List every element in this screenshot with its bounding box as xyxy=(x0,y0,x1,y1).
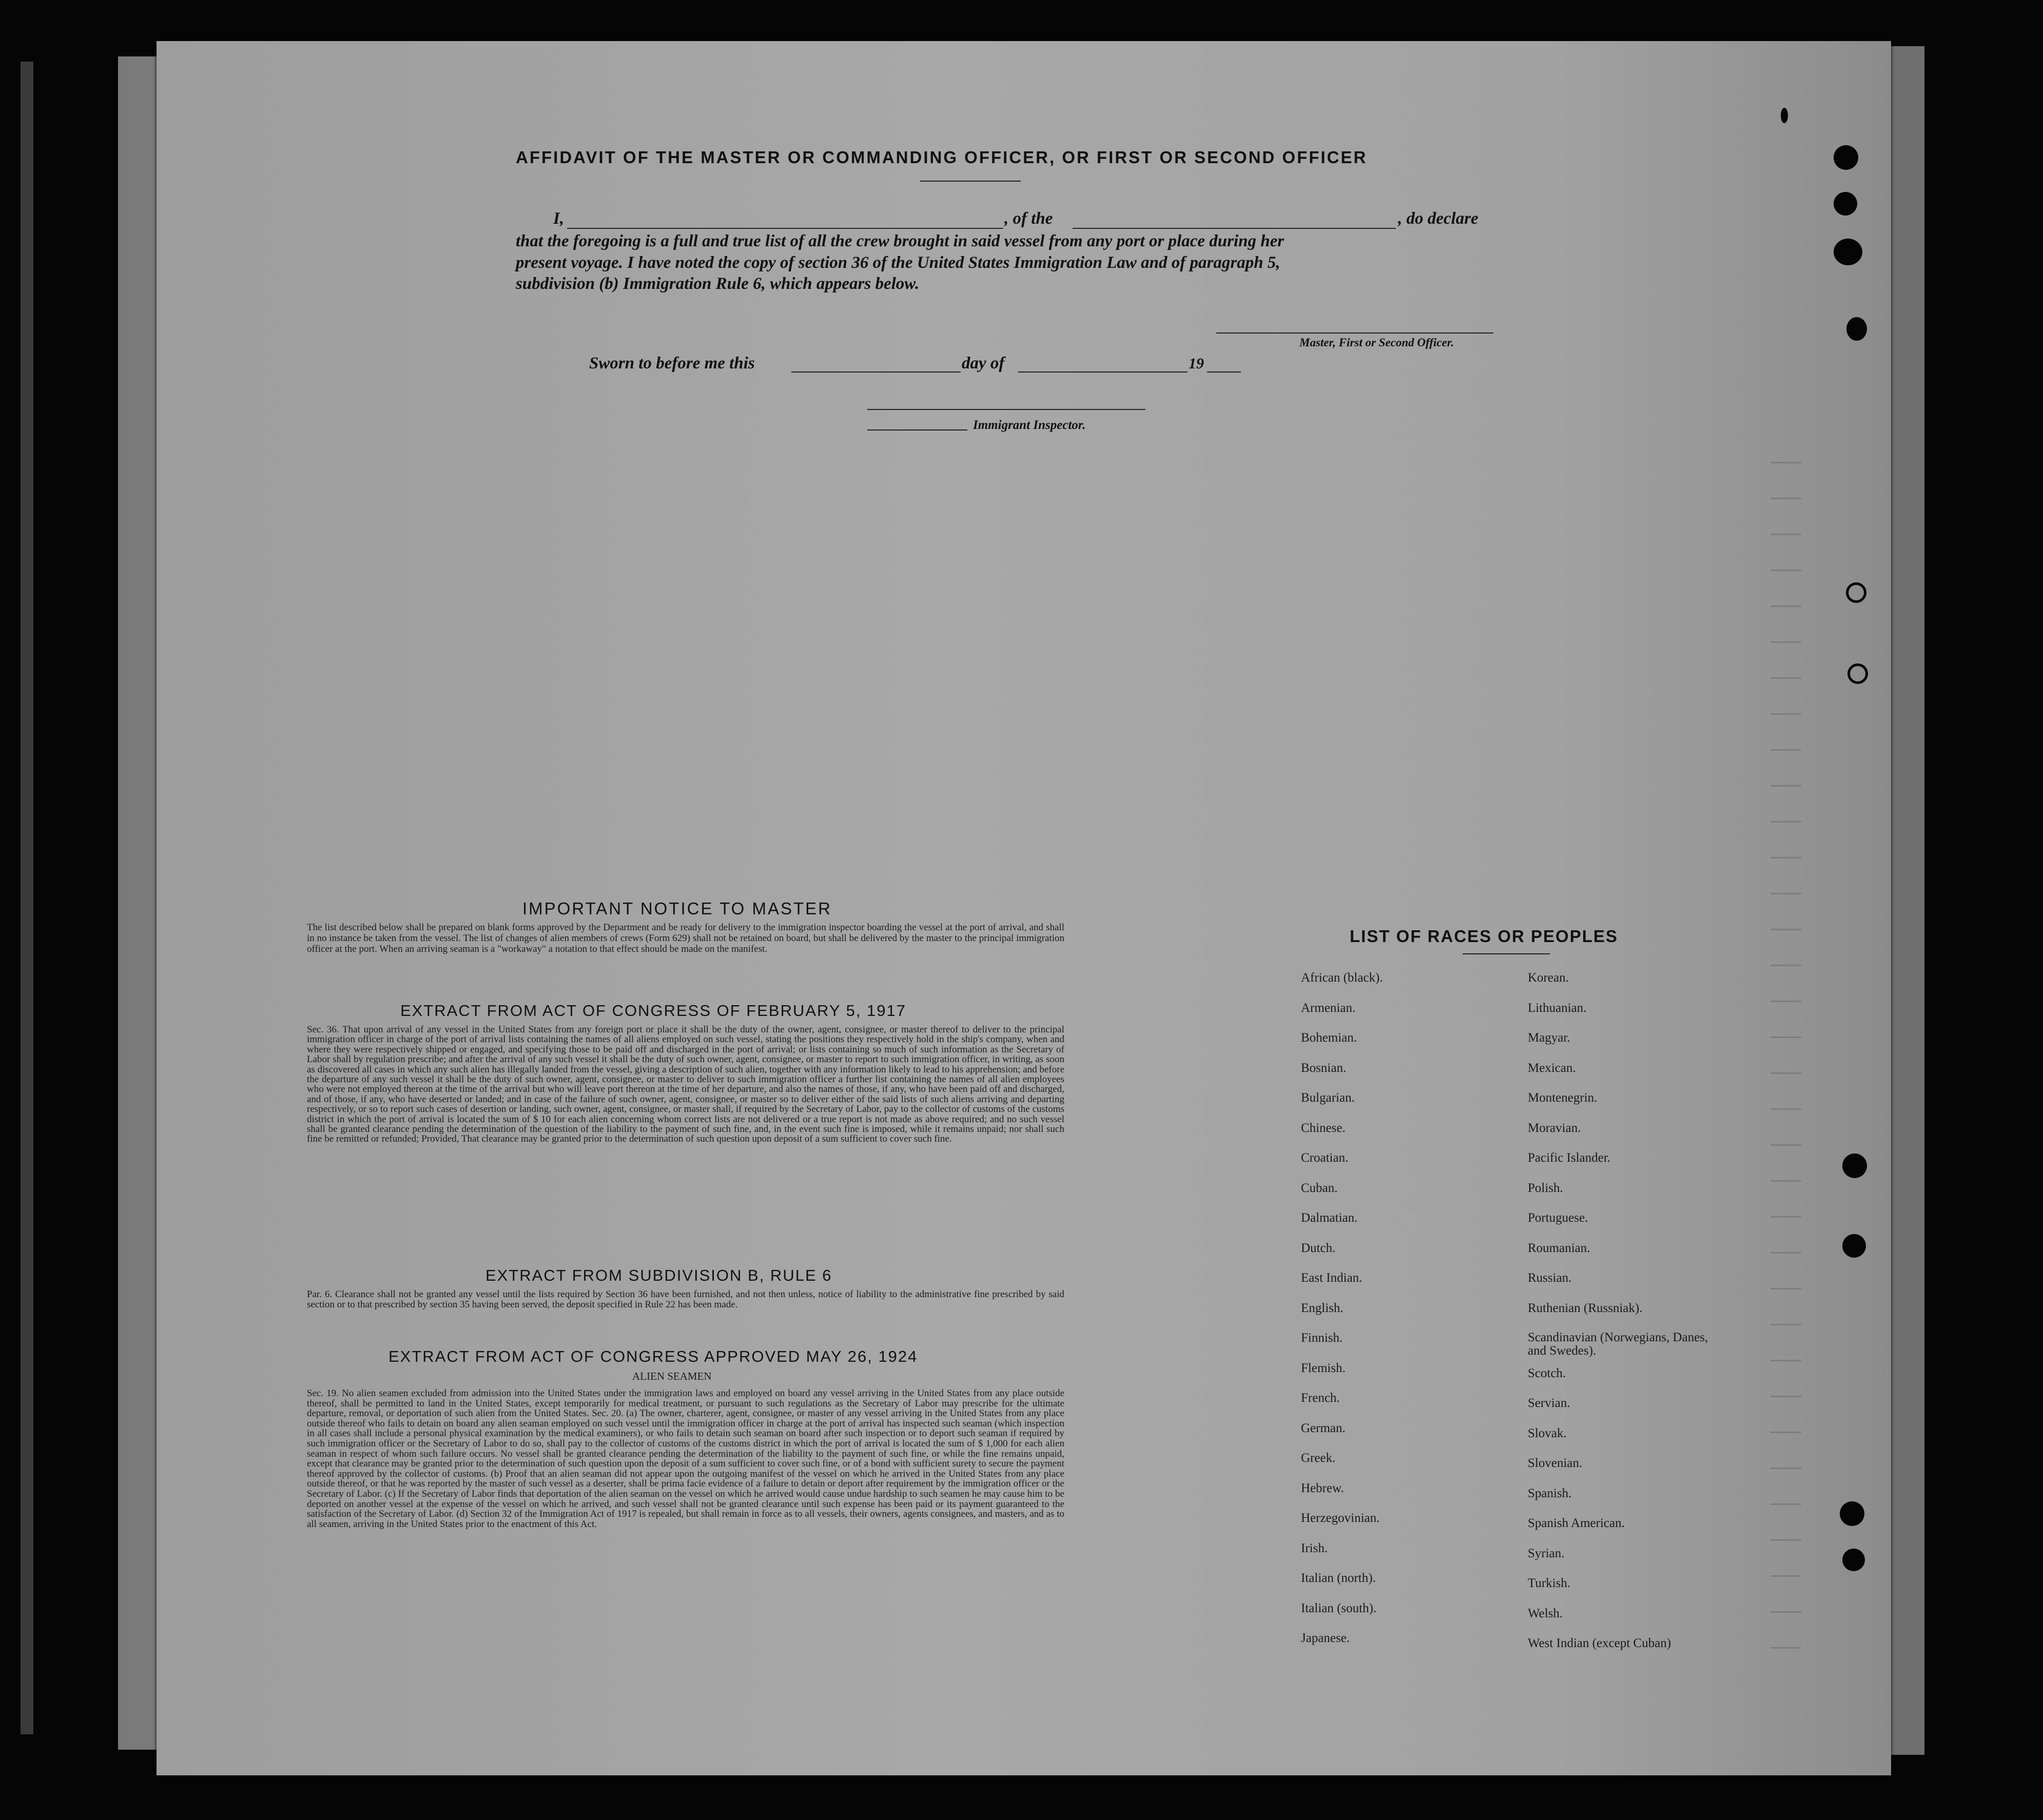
extract-1924-subheading: ALIEN SEAMEN xyxy=(632,1370,712,1382)
race-item: Bosnian. xyxy=(1301,1061,1347,1075)
race-item: Polish. xyxy=(1528,1181,1563,1195)
race-item: Scotch. xyxy=(1528,1366,1566,1380)
punch-hole xyxy=(1834,239,1862,265)
race-item: Flemish. xyxy=(1301,1361,1346,1375)
race-item: Japanese. xyxy=(1301,1631,1350,1645)
race-item: Spanish American. xyxy=(1528,1516,1625,1530)
day-of-label: day of xyxy=(962,354,1005,373)
race-item: Croatian. xyxy=(1301,1151,1349,1165)
race-item: Lithuanian. xyxy=(1528,1001,1587,1015)
affidavit-i: I, xyxy=(553,209,565,228)
extract-1924-body: Sec. 19. No alien seamen excluded from admission into the United States under the immigration laws and employed on board any vessel arriving in the United States from any place outside thereof, shall be permitted to land in the United States, except temporarily for medical treatment, or pursuant to such regulations as the Secretary of Labor may prescribe for the ultimate departure, removal, or deportation of such alien from the United States. Sec. 20. (a) The owner, charterer, agent, consignee, or master of any vessel arriving in the United States from any place outside thereof who fails to detain on board any alien seaman employed on such vessel until the immigration officer in charge at the port of arrival has inspected such seaman (which inspection in all cases shall include a personal physical examination by the medical examiners), or who fails to detain such seaman on board after such inspection or to deport such seaman if required by such immigration officer or the Secretary of Labor to do so, shall pay to the collector of customs of the customs district in which the port of arrival is located the sum of $ 1,000 for each alien seaman in respect of whom such failure occurs. No vessel shall be granted clearance pending the determination of the liability to the payment of such fine, or while the fine remains unpaid, except that clearance may be granted prior to the determination of such question upon the deposit of a sum sufficient to cover such fine, or of a bond with sufficient surety to secure the payment thereof approved by the collector of customs. (b) Proof that an alien seaman did not appear upon the outgoing manifest of the vessel on which he arrived in the United States from any place outside thereof, or that he was reported by the master of such vessel as a deserter, shall be prima facie evidence of a failure to detain or deport after requirement by the immigration officer or the Secretary of Labor. (c) If the Secretary of Labor finds that deportation of the alien seaman on the vessel on which he arrived would cause undue hardship to such seamen he may cause him to be deported on another vessel at the expense of the vessel on which he arrived, and such vessel shall not be granted clearance until such expense has been paid or its payment guaranteed to the satisfaction of the Secretary of Labor. (d) Section 32 of the Immigration Act of 1917 is repealed, but shall remain in force as to all vessels, their owners, agents consignees, and masters, and as to all seamen, arriving in the United States prior to the enactment of this Act. xyxy=(307,1388,1064,1530)
race-item: Moravian. xyxy=(1528,1121,1581,1135)
heading-rule xyxy=(920,181,1021,182)
race-item: Montenegrin. xyxy=(1528,1091,1598,1105)
affidavit-of-the: , of the xyxy=(1004,209,1053,228)
race-item: Finnish. xyxy=(1301,1331,1343,1345)
race-item: African (black). xyxy=(1301,971,1383,985)
affidavit-declare: , do declare xyxy=(1398,209,1478,228)
punch-hole xyxy=(1842,1153,1867,1178)
race-item: Mexican. xyxy=(1528,1061,1576,1075)
extract-rule6-body: Par. 6. Clearance shall not be granted any vessel until the lists required by Section 36 have been furnished, and not then unless, notice of liability to the administrative fine prescribed by said section or to that prescribed by section 35 having been served, the deposit specified in Rule 22 has been made. xyxy=(307,1289,1064,1310)
year-label: 19 xyxy=(1189,355,1204,372)
affidavit-line-4: subdivision (b) Immigration Rule 6, which appears below. xyxy=(516,275,920,293)
inspector-line xyxy=(867,409,1145,410)
inspector-label: Immigrant Inspector. xyxy=(973,418,1086,432)
punch-hole-ring xyxy=(1846,582,1866,603)
race-item: German. xyxy=(1301,1421,1346,1435)
extract-1917-body: Sec. 36. That upon arrival of any vessel in the United States from any foreign port or place it shall be the duty of the owner, agent, consignee, or master thereof to deliver to the principal immigration officer in charge of the port of arrival lists containing the names of all aliens employed on such vessel, stating the positions they respectively hold in the ship's company, when and where they were respectively shipped or engaged, and specifying those to be paid off and discharged in the port of arrival; or lists containing so much of such information as the Secretary of Labor shall by regulation prescribe; and after the arrival of any such vessel it shall be the duty of such owner, agent, consignee, or master to report to such immigration officer, in writing, as soon as discovered all cases in which any such alien has illegally landed from the vessel, giving a description of such alien, together with any information likely to lead to his apprehension; and before the departure of any such vessel it shall be the duty of such owner, agent, consignee, or master to deliver to such immigration officer a further list containing the names of all alien employees who were not employed thereon at the time of the arrival but who will leave port thereon at the time of her departure, and also the names of those, if any, who have been paid off and discharged, and of those, if any, who have deserted or landed; and in case of the failure of such owner, agent, consignee, or master so to deliver either of the said lists of such aliens arriving and departing respectively, or so to report such cases of desertion or landing, such owner, agent, consignee, or master shall, if required by the Secretary of Labor, pay to the collector of customs of the customs district in which the port of arrival is located the sum of $ 10 for each alien concerning whom correct lists are not delivered or a true report is not made as above required; and no such vessel shall be granted clearance pending the determination of the question of the liability to the payment of such fine, and, in the event such fine is imposed, while it remains unpaid; nor shall such fine be remitted or refunded; Provided, That clearance may be granted prior to the determination of such question upon deposit of a sum sufficient to cover such fine. xyxy=(307,1024,1064,1145)
race-item: Magyar. xyxy=(1528,1031,1570,1045)
notice-body: The list described below shall be prepared on blank forms approved by the Department and be ready for delivery to the immigration inspector boarding the vessel at the port of arrival, and shall in no instance be taken from the vessel. The list of changes of alien members of crews (Form 629) shall not be retained on board, but shall be delivered by the master to the principal immigration officer at the port. When an arriving seaman is a "workaway" a notation to that effect should be made on the manifest. xyxy=(307,922,1064,954)
race-item: Irish. xyxy=(1301,1541,1328,1555)
race-item: Pacific Islander. xyxy=(1528,1151,1611,1165)
race-item: Bulgarian. xyxy=(1301,1091,1355,1105)
race-item: Italian (north). xyxy=(1301,1571,1376,1585)
inspector-line-short xyxy=(867,429,967,430)
punch-hole xyxy=(1842,1549,1865,1571)
sworn-month-blank xyxy=(1018,371,1188,373)
race-item: Bohemian. xyxy=(1301,1031,1357,1045)
race-item: Armenian. xyxy=(1301,1001,1356,1015)
back-sheet-left2 xyxy=(21,62,33,1734)
race-item: English. xyxy=(1301,1301,1344,1315)
race-item: Slovenian. xyxy=(1528,1456,1583,1470)
race-item: Ruthenian (Russniak). xyxy=(1528,1301,1643,1315)
race-item: Roumanian. xyxy=(1528,1241,1590,1255)
race-item: Russian. xyxy=(1528,1271,1572,1285)
notice-heading: IMPORTANT NOTICE TO MASTER xyxy=(522,899,832,918)
back-sheet-right xyxy=(1889,46,1924,1755)
race-item: Welsh. xyxy=(1528,1606,1563,1620)
race-item: West Indian (except Cuban) xyxy=(1528,1636,1671,1650)
race-item: Cuban. xyxy=(1301,1181,1338,1195)
master-signature-label: Master, First or Second Officer. xyxy=(1299,336,1454,349)
punch-hole xyxy=(1781,108,1788,123)
extract-1917-heading: EXTRACT FROM ACT OF CONGRESS OF FEBRUARY 5, 1917 xyxy=(400,1002,907,1020)
race-item: Slovak. xyxy=(1528,1426,1567,1440)
race-item: Portuguese. xyxy=(1528,1211,1588,1225)
vessel-blank xyxy=(1073,228,1396,229)
race-item: Italian (south). xyxy=(1301,1601,1377,1615)
race-item: Scandinavian (Norwegians, Danes, and Swedes). xyxy=(1528,1330,1708,1358)
race-item: Dutch. xyxy=(1301,1241,1336,1255)
race-item: Herzegovinian. xyxy=(1301,1511,1380,1525)
race-item: Hebrew. xyxy=(1301,1481,1344,1495)
race-item: French. xyxy=(1301,1391,1340,1405)
race-item: East Indian. xyxy=(1301,1271,1363,1285)
extract-rule6-heading: EXTRACT FROM SUBDIVISION B, RULE 6 xyxy=(485,1266,832,1284)
race-item: Turkish. xyxy=(1528,1576,1571,1590)
sworn-day-blank xyxy=(791,371,961,373)
punch-hole xyxy=(1842,1234,1866,1258)
affidavit-line-2: that the foregoing is a full and true list of all the crew brought in said vessel from any port or place during her xyxy=(516,232,1285,250)
race-item: Syrian. xyxy=(1528,1546,1565,1560)
master-signature-line xyxy=(1216,332,1493,334)
punch-hole xyxy=(1846,317,1867,341)
race-item: Dalmatian. xyxy=(1301,1211,1358,1225)
race-item: Spanish. xyxy=(1528,1486,1572,1500)
punch-hole-ring xyxy=(1847,663,1868,684)
races-rule xyxy=(1463,953,1550,954)
sworn-label: Sworn to before me this xyxy=(589,354,755,373)
punch-hole xyxy=(1834,192,1857,216)
name-blank xyxy=(567,228,1003,229)
affidavit-heading: AFFIDAVIT OF THE MASTER OR COMMANDING OFFICER, OR FIRST OR SECOND OFFICER xyxy=(516,148,1368,167)
races-heading: LIST OF RACES OR PEOPLES xyxy=(1350,927,1618,946)
punch-hole xyxy=(1840,1501,1864,1526)
punch-hole xyxy=(1834,145,1858,170)
race-item: Servian. xyxy=(1528,1396,1570,1410)
race-item: Korean. xyxy=(1528,971,1569,985)
race-item: Chinese. xyxy=(1301,1121,1346,1135)
year-blank xyxy=(1207,371,1241,373)
race-item: Greek. xyxy=(1301,1451,1336,1465)
extract-1924-heading: EXTRACT FROM ACT OF CONGRESS APPROVED MAY 26, 1924 xyxy=(388,1347,918,1365)
affidavit-line-3: present voyage. I have noted the copy of section 36 of the United States Immigration Law and of paragraph 5, xyxy=(516,253,1280,272)
